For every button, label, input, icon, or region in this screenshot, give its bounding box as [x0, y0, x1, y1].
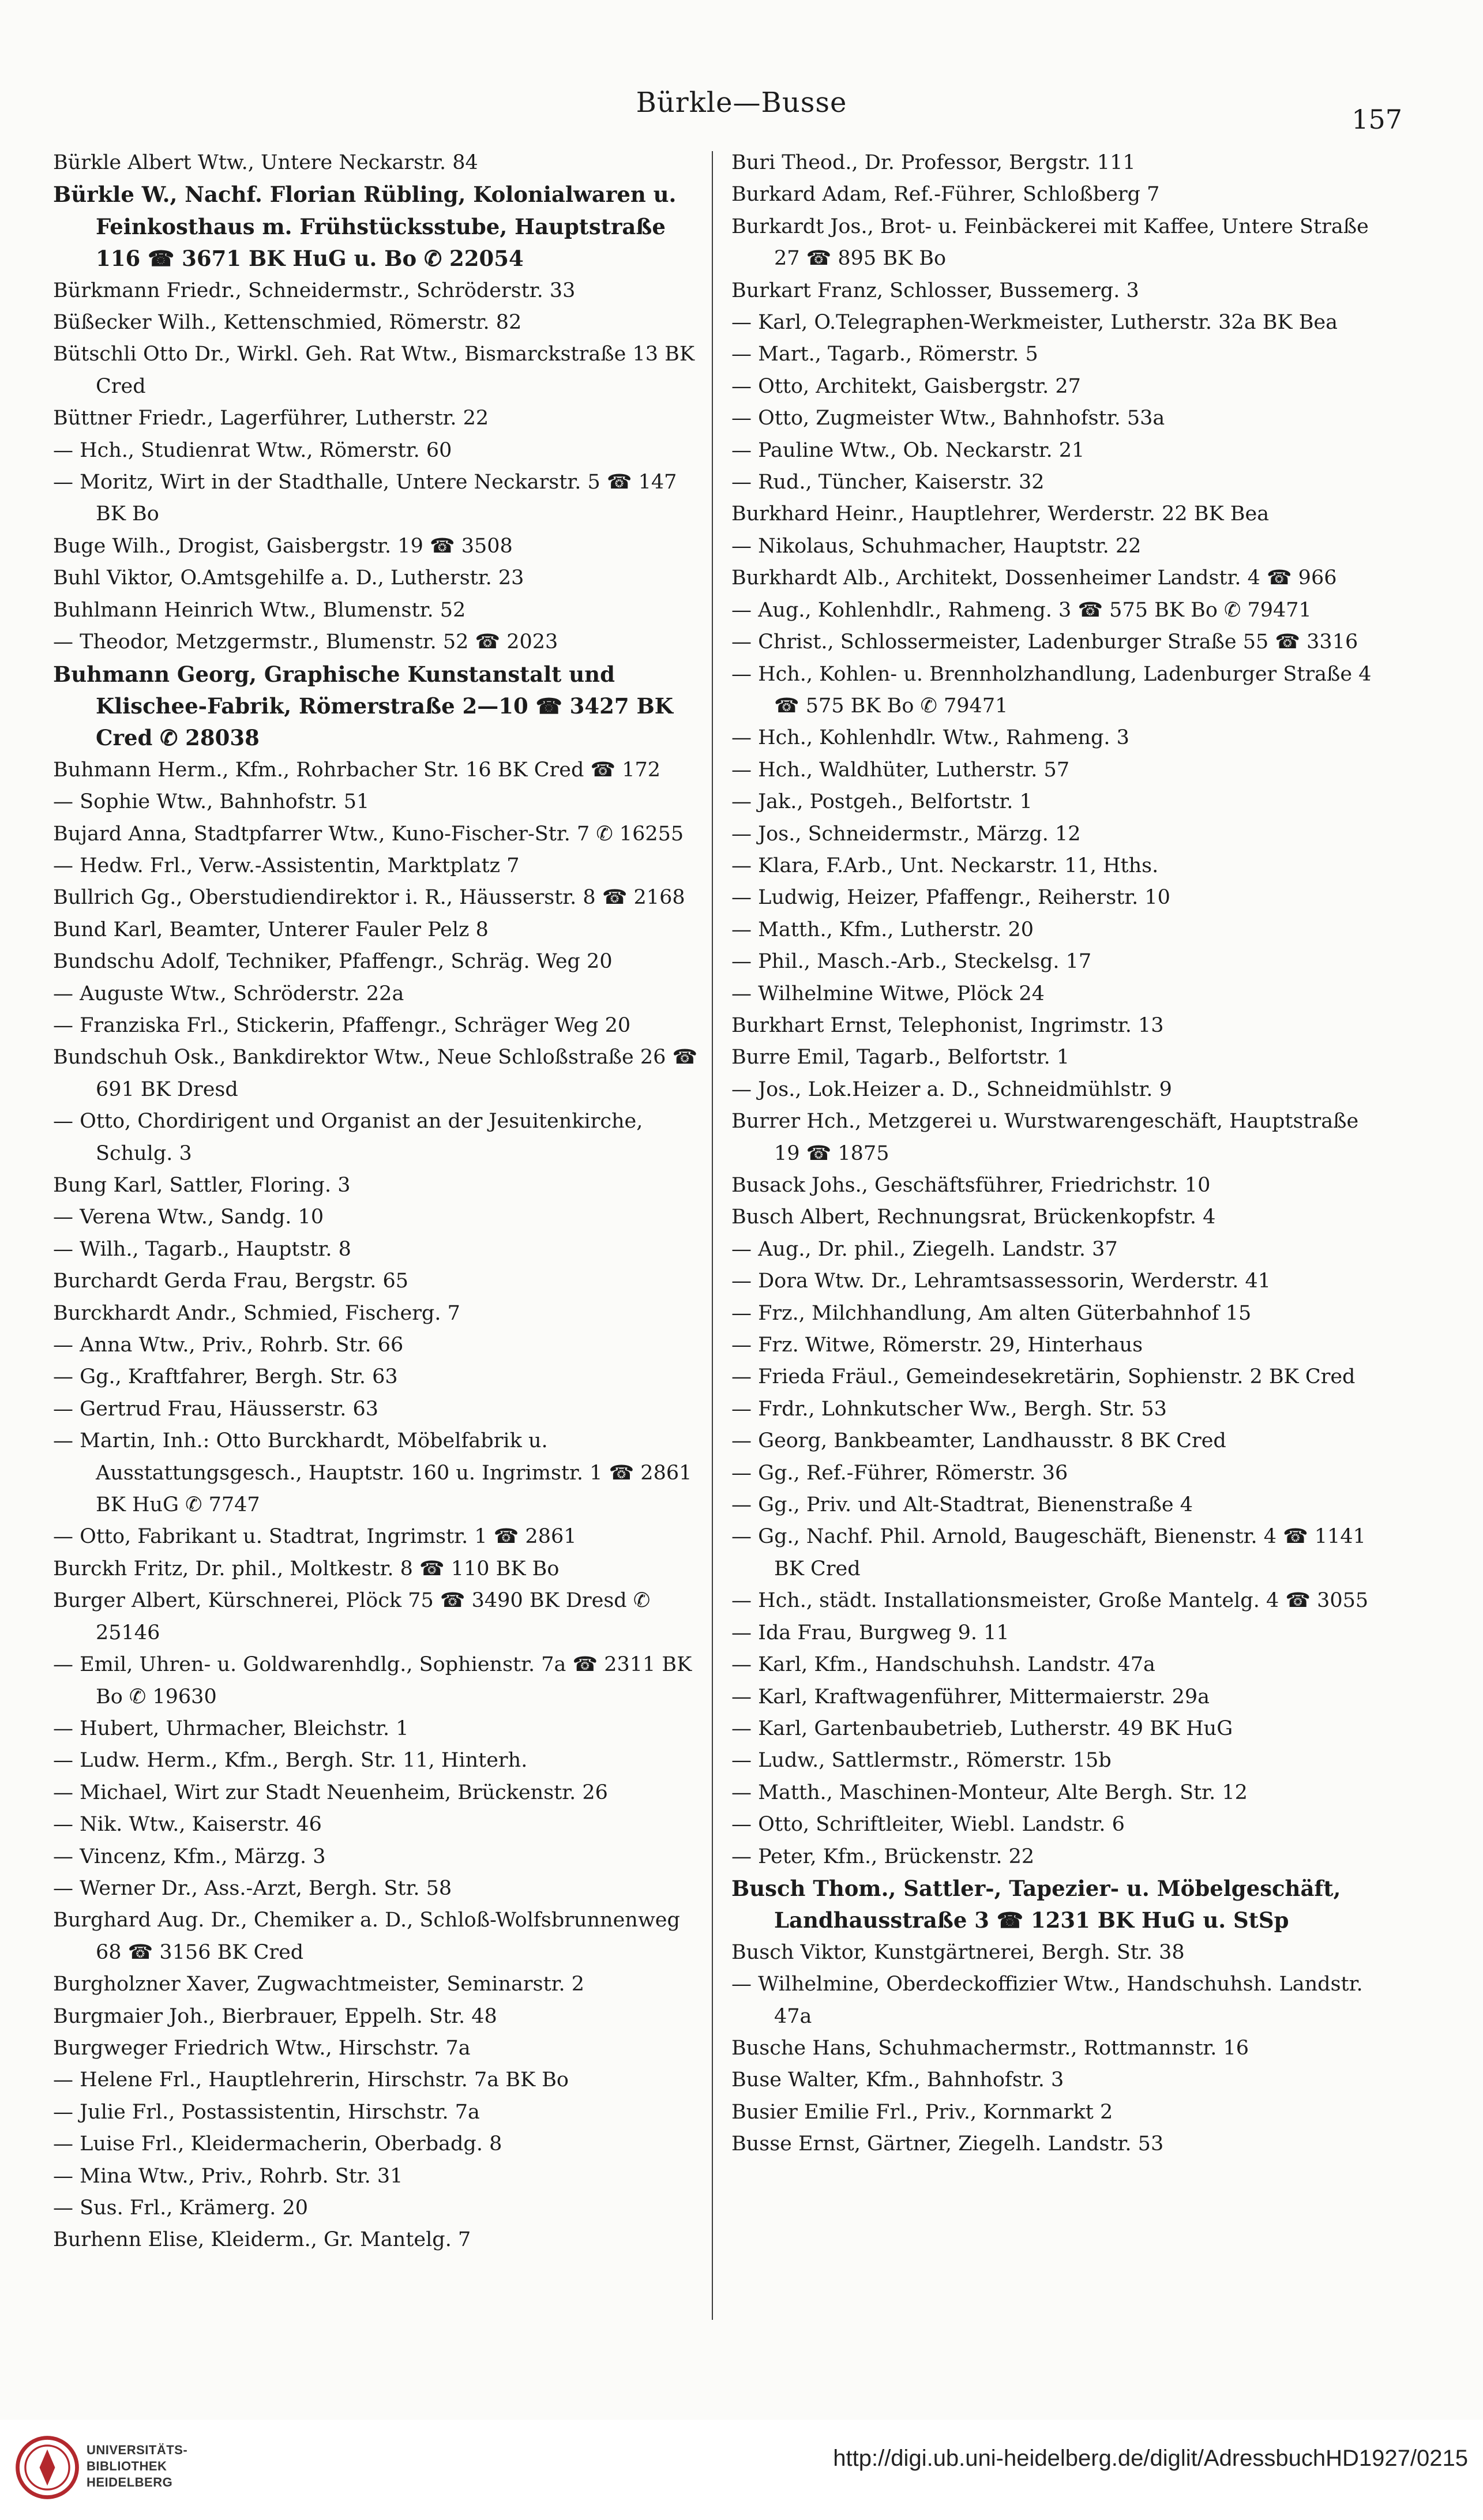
directory-entry: — Christ., Schlossermeister, Ladenburger Straße 55 ☎ 3316: [731, 630, 1358, 654]
directory-entry: — Aug., Dr. phil., Ziegelh. Landstr. 37: [731, 1237, 1118, 1261]
directory-entry: — Otto, Schriftleiter, Wiebl. Landstr. 6: [731, 1813, 1125, 1837]
directory-entry: — Nikolaus, Schuhmacher, Hauptstr. 22: [731, 534, 1142, 558]
directory-entry: Burchardt Gerda Frau, Bergstr. 65: [53, 1270, 409, 1293]
directory-entry: — Frz., Milchhandlung, Am alten Güterbahnhof 15: [731, 1301, 1252, 1325]
directory-entry: — Verena Wtw., Sandg. 10: [53, 1205, 324, 1229]
directory-entry: Bütschli Otto Dr., Wirkl. Geh. Rat Wtw., Bismarckstraße 13 BK Cred: [53, 343, 694, 398]
directory-entry: — Vincenz, Kfm., Märzg. 3: [53, 1845, 326, 1868]
directory-entry: — Auguste Wtw., Schröderstr. 22a: [53, 982, 404, 1005]
directory-entry: Burgweger Friedrich Wtw., Hirschstr. 7a: [53, 2036, 471, 2060]
directory-entry: Bullrich Gg., Oberstudiendirektor i. R., Häusserstr. 8 ☎ 2168: [53, 886, 685, 910]
directory-entry: — Moritz, Wirt in der Stadthalle, Untere Neckarstr. 5 ☎ 147 BK Bo: [53, 471, 677, 526]
library-name-line-2: BIBLIOTHEK: [87, 2459, 167, 2473]
directory-entry: — Frdr., Lohnkutscher Ww., Bergh. Str. 53: [731, 1397, 1167, 1421]
directory-entry: — Rud., Tüncher, Kaiserstr. 32: [731, 471, 1045, 494]
directory-entry: Burkart Franz, Schlosser, Bussemerg. 3: [731, 279, 1139, 302]
directory-entry: Burger Albert, Kürschnerei, Plöck 75 ☎ 3490 BK Dresd ✆ 25146: [53, 1589, 651, 1644]
directory-entry: — Ludw., Sattlermstr., Römerstr. 15b: [731, 1749, 1112, 1772]
directory-entry: — Hch., Kohlenhdlr. Wtw., Rahmeng. 3: [731, 726, 1129, 750]
directory-entry: Bujard Anna, Stadtpfarrer Wtw., Kuno-Fischer-Str. 7 ✆ 16255: [53, 822, 684, 846]
page-number: 157: [1351, 104, 1402, 135]
directory-entry: — Matth., Kfm., Lutherstr. 20: [731, 918, 1034, 941]
directory-entry: — Hch., Kohlen- u. Brennholzhandlung, Ladenburger Straße 4 ☎ 575 BK Bo ✆ 79471: [731, 662, 1372, 718]
directory-entry: — Sophie Wtw., Bahnhofstr. 51: [53, 790, 370, 814]
directory-entry: Burkhart Ernst, Telephonist, Ingrimstr. 13: [731, 1013, 1164, 1037]
directory-entry: — Werner Dr., Ass.-Arzt, Bergh. Str. 58: [53, 1876, 452, 1900]
directory-entry: — Gg., Ref.-Führer, Römerstr. 36: [731, 1461, 1068, 1485]
directory-entry: — Ludwig, Heizer, Pfaffengr., Reiherstr. 10: [731, 886, 1170, 910]
directory-entry: Burkard Adam, Ref.-Führer, Schloßberg 7: [731, 183, 1160, 206]
directory-entry: — Hch., Studienrat Wtw., Römerstr. 60: [53, 438, 452, 462]
directory-entry: Burckhardt Andr., Schmied, Fischerg. 7: [53, 1301, 460, 1325]
directory-entry: Burhenn Elise, Kleiderm., Gr. Mantelg. 7: [53, 2228, 471, 2252]
directory-entry: — Gg., Kraftfahrer, Bergh. Str. 63: [53, 1365, 398, 1389]
directory-entry: Buse Walter, Kfm., Bahnhofstr. 3: [731, 2068, 1064, 2092]
directory-entry: Buge Wilh., Drogist, Gaisbergstr. 19 ☎ 3508: [53, 534, 513, 558]
directory-entry: — Jak., Postgeh., Belfortstr. 1: [731, 790, 1033, 814]
directory-entry: — Sus. Frl., Krämerg. 20: [53, 2196, 309, 2219]
directory-entry: Büttner Friedr., Lagerführer, Lutherstr. 22: [53, 407, 489, 430]
directory-entry: Busch Albert, Rechnungsrat, Brückenkopfstr. 4: [731, 1205, 1216, 1229]
directory-entry: — Nik. Wtw., Kaiserstr. 46: [53, 1813, 322, 1837]
directory-entry: — Gertrud Frau, Häusserstr. 63: [53, 1397, 379, 1421]
directory-entry: — Jos., Lok.Heizer a. D., Schneidmühlstr. 9: [731, 1077, 1172, 1101]
directory-entry: — Peter, Kfm., Brückenstr. 22: [731, 1845, 1035, 1868]
directory-entry: — Gg., Priv. und Alt-Stadtrat, Bienenstraße 4: [731, 1493, 1193, 1517]
column-divider: [712, 151, 713, 2320]
university-seal-icon: [15, 2435, 80, 2500]
directory-entry: — Gg., Nachf. Phil. Arnold, Baugeschäft, Bienenstr. 4 ☎ 1141 BK Cred: [731, 1525, 1366, 1580]
directory-entry: Bundschu Adolf, Techniker, Pfaffengr., Schräg. Weg 20: [53, 950, 613, 974]
directory-entry: — Otto, Architekt, Gaisbergstr. 27: [731, 374, 1081, 398]
directory-entry: Busch Thom., Sattler-, Tapezier- u. Möbelgeschäft, Landhausstraße 3 ☎ 1231 BK HuG u. StSp: [731, 1875, 1341, 1933]
directory-entry: — Karl, Gartenbaubetrieb, Lutherstr. 49 BK HuG: [731, 1717, 1233, 1740]
directory-entry: — Emil, Uhren- u. Goldwarenhdlg., Sophienstr. 7a ☎ 2311 BK Bo ✆ 19630: [53, 1653, 692, 1708]
directory-entry: — Ludw. Herm., Kfm., Bergh. Str. 11, Hinterh.: [53, 1749, 528, 1772]
directory-entry: Bürkle W., Nachf. Florian Rübling, Kolonialwaren u. Feinkosthaus m. Frühstücksstube, Hauptstraße 116 ☎ 3671 BK HuG u. Bo ✆ 22054: [53, 182, 677, 272]
directory-entry: Burgholzner Xaver, Zugwachtmeister, Seminarstr. 2: [53, 1973, 585, 1996]
library-name-line-1: UNIVERSITÄTS-: [87, 2443, 188, 2457]
directory-entry: Busch Viktor, Kunstgärtnerei, Bergh. Str. 38: [731, 1940, 1185, 1964]
directory-entry: — Wilhelmine, Oberdeckoffizier Wtw., Handschuhsh. Landstr. 47a: [731, 1973, 1363, 2028]
directory-entry: Burkardt Jos., Brot- u. Feinbäckerei mit Kaffee, Untere Straße 27 ☎ 895 BK Bo: [731, 215, 1369, 271]
directory-entry: Busier Emilie Frl., Priv., Kornmarkt 2: [731, 2100, 1113, 2124]
directory-entry: — Hubert, Uhrmacher, Bleichstr. 1: [53, 1717, 409, 1740]
directory-entry: Burkhardt Alb., Architekt, Dossenheimer Landstr. 4 ☎ 966: [731, 566, 1337, 590]
directory-entry: — Hedw. Frl., Verw.-Assistentin, Marktplatz 7: [53, 854, 520, 877]
directory-entry: — Karl, Kraftwagenführer, Mittermaierstr. 29a: [731, 1685, 1210, 1708]
directory-entry: — Hch., städt. Installationsmeister, Große Mantelg. 4 ☎ 3055: [731, 1589, 1369, 1613]
directory-entry: Burgmaier Joh., Bierbrauer, Eppelh. Str. 48: [53, 2004, 497, 2028]
directory-entry: — Ida Frau, Burgweg 9. 11: [731, 1621, 1009, 1644]
directory-entry: — Wilh., Tagarb., Hauptstr. 8: [53, 1237, 351, 1261]
running-head: Bürkle—Busse: [636, 87, 847, 119]
directory-entry: Burre Emil, Tagarb., Belfortstr. 1: [731, 1046, 1070, 1069]
directory-entry: Burrer Hch., Metzgerei u. Wurstwarengeschäft, Hauptstraße 19 ☎ 1875: [731, 1110, 1359, 1165]
directory-entry: Bund Karl, Beamter, Unterer Fauler Pelz 8: [53, 918, 489, 941]
library-name-line-3: HEIDELBERG: [87, 2475, 173, 2489]
directory-entry: Buhmann Herm., Kfm., Rohrbacher Str. 16 BK Cred ☎ 172: [53, 758, 661, 782]
directory-entry: — Michael, Wirt zur Stadt Neuenheim, Brückenstr. 26: [53, 1781, 608, 1804]
directory-entry: — Matth., Maschinen-Monteur, Alte Bergh. Str. 12: [731, 1781, 1248, 1804]
directory-entry: Bürkmann Friedr., Schneidermstr., Schröderstr. 33: [53, 279, 576, 302]
directory-entry: Bung Karl, Sattler, Floring. 3: [53, 1174, 351, 1197]
directory-entry: — Martin, Inh.: Otto Burckhardt, Möbelfabrik u. Ausstattungsgesch., Hauptstr. 160 u. Ingrimstr. 1 ☎ 2861 BK HuG ✆ 7747: [53, 1429, 692, 1517]
directory-entry: Busse Ernst, Gärtner, Ziegelh. Landstr. 53: [731, 2132, 1164, 2156]
directory-entry: — Frieda Fräul., Gemeindesekretärin, Sophienstr. 2 BK Cred: [731, 1365, 1356, 1389]
directory-entry: — Otto, Fabrikant u. Stadtrat, Ingrimstr. 1 ☎ 2861: [53, 1525, 577, 1549]
directory-entry: — Frz. Witwe, Römerstr. 29, Hinterhaus: [731, 1334, 1143, 1357]
directory-entry: Burghard Aug. Dr., Chemiker a. D., Schloß-Wolfsbrunnenweg 68 ☎ 3156 BK Cred: [53, 1909, 680, 1964]
directory-entry: — Georg, Bankbeamter, Landhausstr. 8 BK Cred: [731, 1429, 1226, 1453]
directory-entry: Busche Hans, Schuhmachermstr., Rottmannstr. 16: [731, 2036, 1249, 2060]
directory-entry: — Otto, Chordirigent und Organist an der Jesuitenkirche, Schulg. 3: [53, 1110, 643, 1165]
footer-bar: [0, 2420, 1483, 2520]
directory-entry: Burckh Fritz, Dr. phil., Moltkestr. 8 ☎ 110 BK Bo: [53, 1557, 560, 1580]
directory-entry: — Julie Frl., Postassistentin, Hirschstr. 7a: [53, 2100, 480, 2124]
directory-entry: — Otto, Zugmeister Wtw., Bahnhofstr. 53a: [731, 407, 1165, 430]
directory-entry: — Theodor, Metzgermstr., Blumenstr. 52 ☎ 2023: [53, 630, 558, 654]
directory-entry: — Karl, Kfm., Handschuhsh. Landstr. 47a: [731, 1653, 1155, 1677]
directory-entry: Burkhard Heinr., Hauptlehrer, Werderstr. 22 BK Bea: [731, 502, 1270, 526]
directory-entry: — Hch., Waldhüter, Lutherstr. 57: [731, 758, 1070, 782]
directory-entry: — Aug., Kohlenhdlr., Rahmeng. 3 ☎ 575 BK Bo ✆ 79471: [731, 598, 1312, 622]
directory-entry: Bundschuh Osk., Bankdirektor Wtw., Neue Schloßstraße 26 ☎ 691 BK Dresd: [53, 1046, 698, 1101]
directory-entry: Busack Johs., Geschäftsführer, Friedrichstr. 10: [731, 1174, 1211, 1197]
directory-entry: Buhl Viktor, O.Amtsgehilfe a. D., Lutherstr. 23: [53, 566, 524, 590]
directory-entry: — Luise Frl., Kleidermacherin, Oberbadg. 8: [53, 2132, 502, 2156]
right-column: [731, 147, 1386, 2281]
source-url-link[interactable]: http://digi.ub.uni-heidelberg.de/diglit/AdressbuchHD1927/0215: [833, 2446, 1468, 2471]
directory-entry: — Mina Wtw., Priv., Rohrb. Str. 31: [53, 2164, 403, 2188]
directory-entry: Büßecker Wilh., Kettenschmied, Römerstr. 82: [53, 311, 522, 335]
directory-entry: Buri Theod., Dr. Professor, Bergstr. 111: [731, 151, 1136, 174]
directory-entry: — Karl, O.Telegraphen-Werkmeister, Lutherstr. 32a BK Bea: [731, 311, 1338, 335]
directory-entry: Buhmann Georg, Graphische Kunstanstalt und Klischee-Fabrik, Römerstraße 2—10 ☎ 3427 BK Cred ✆ 28038: [53, 661, 673, 751]
directory-entry: — Helene Frl., Hauptlehrerin, Hirschstr. 7a BK Bo: [53, 2068, 569, 2092]
directory-entry: — Dora Wtw. Dr., Lehramtsassessorin, Werderstr. 41: [731, 1270, 1271, 1293]
directory-entry: — Klara, F.Arb., Unt. Neckarstr. 11, Hths.: [731, 854, 1159, 877]
directory-entry: — Wilhelmine Witwe, Plöck 24: [731, 982, 1045, 1005]
directory-entry: — Franziska Frl., Stickerin, Pfaffengr., Schräger Weg 20: [53, 1013, 631, 1037]
directory-entry: — Phil., Masch.-Arb., Steckelsg. 17: [731, 950, 1092, 974]
directory-entry: — Pauline Wtw., Ob. Neckarstr. 21: [731, 438, 1085, 462]
left-column: [53, 147, 708, 2339]
directory-entry: — Mart., Tagarb., Römerstr. 5: [731, 343, 1038, 366]
directory-entry: Buhlmann Heinrich Wtw., Blumenstr. 52: [53, 598, 466, 622]
directory-entry: Bürkle Albert Wtw., Untere Neckarstr. 84: [53, 151, 478, 174]
directory-entry: — Jos., Schneidermstr., Märzg. 12: [731, 822, 1081, 846]
directory-entry: — Anna Wtw., Priv., Rohrb. Str. 66: [53, 1334, 404, 1357]
